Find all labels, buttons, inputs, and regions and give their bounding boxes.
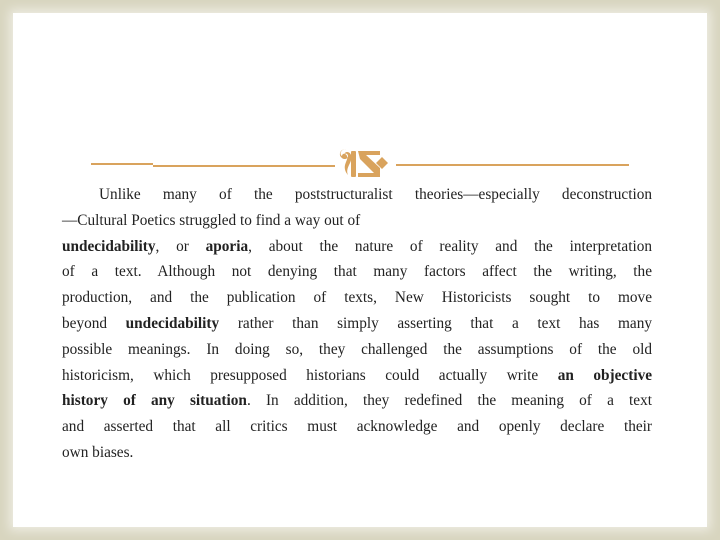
line-text: production, and the publication of texts, New Historicists sought to move xyxy=(62,289,652,307)
title-divider-right xyxy=(396,164,629,166)
line-text: , about the nature of reality and the interpretation xyxy=(248,237,652,255)
emphasized-term: undecidability xyxy=(125,314,220,332)
paragraph-line xyxy=(62,414,652,440)
paragraph-line xyxy=(62,388,652,414)
paragraph-line xyxy=(62,259,652,285)
line-text: of a text. Although not denying that many factors affect the writing, the xyxy=(62,263,652,281)
line-text: historicism, which presupposed historians could actually write xyxy=(62,366,558,384)
paragraph-line xyxy=(62,311,652,337)
line-text: —Cultural Poetics struggled to find a way out of xyxy=(62,211,361,229)
line-text: rather than simply asserting that a text has many xyxy=(219,314,652,332)
pen-nib-ornament-icon xyxy=(336,143,394,183)
emphasized-term: an objective xyxy=(557,366,653,384)
line-text: , or xyxy=(155,237,206,255)
slide xyxy=(13,13,707,527)
line-text: own biases. xyxy=(62,443,134,461)
title-divider-left xyxy=(153,165,335,167)
emphasized-term: history of any situation xyxy=(62,392,247,410)
paragraph-line xyxy=(62,182,652,208)
line-text: beyond xyxy=(62,314,126,332)
paragraph-line xyxy=(62,208,652,234)
line-text: possible meanings. In doing so, they challenged the assumptions of the old xyxy=(62,340,652,358)
line-text: Unlike many of the poststructuralist theories—especially deconstruction xyxy=(99,186,652,203)
paragraph-line xyxy=(62,337,652,363)
paragraph-line xyxy=(62,285,652,311)
paragraph-line xyxy=(62,440,652,466)
body-paragraph xyxy=(62,182,652,466)
line-text: . In addition, they redefined the meaning of a text xyxy=(246,392,652,410)
emphasized-term: undecidability xyxy=(62,237,156,255)
paragraph-line xyxy=(62,363,652,389)
line-text: and asserted that all critics must acknowledge and openly declare their xyxy=(62,418,652,436)
paragraph-line xyxy=(62,234,652,260)
title-divider-left-accent xyxy=(91,163,153,165)
emphasized-term: aporia xyxy=(205,237,249,255)
